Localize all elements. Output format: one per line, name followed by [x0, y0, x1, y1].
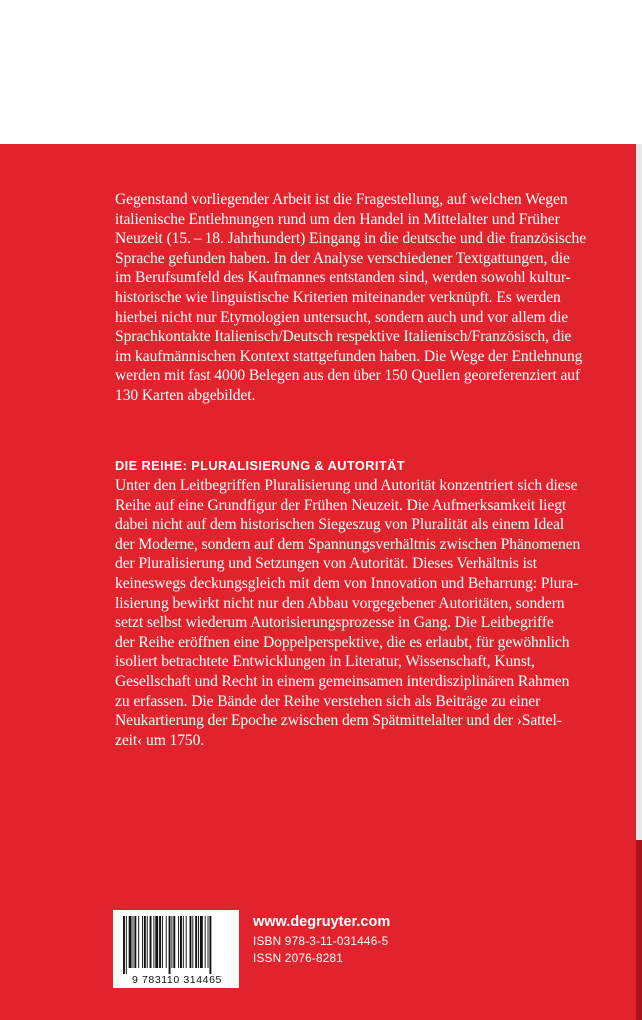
series-line: dabei nicht auf dem historischen Siegeszug von Pluralität als einem Ideal	[115, 516, 565, 534]
series-line: der Pluralisierung und Setzungen von Autorität. Dieses Verhältnis ist	[115, 555, 538, 573]
series-line: Neukartierung der Epoche zwischen dem Spätmittelalter und der ›Sattel-	[115, 712, 562, 730]
description-line: italienische Entlehnungen rund um den Handel in Mittelalter und Früher	[115, 210, 560, 228]
barcode-bar	[162, 916, 163, 968]
barcode-bar	[133, 916, 134, 968]
book-description	[115, 190, 605, 406]
series-line: zeit‹ um 1750.	[115, 731, 205, 749]
barcode-bar	[208, 916, 209, 968]
series-description	[115, 476, 605, 750]
barcode-bar	[134, 916, 136, 968]
publisher-info	[253, 914, 390, 967]
barcode-bar	[173, 916, 175, 968]
barcode-bar	[159, 916, 161, 968]
barcode-bar	[183, 916, 184, 968]
description-line: Gegenstand vorliegender Arbeit ist die Fragestellung, auf welchen Wegen	[115, 191, 568, 208]
series-line: der Moderne, sondern auf dem Spannungsverhältnis zwischen Phänomenen	[115, 535, 581, 553]
barcode-bar	[198, 916, 199, 968]
series-line: zu erfassen. Die Bände der Reihe verstehen sich als Beiträge zu einer	[115, 692, 541, 710]
description-line: hierbei nicht nur Etymologien untersucht, sondern auch und vor allem die	[115, 308, 569, 326]
description-line: historische wie linguistische Kriterien miteinander verknüpft. Es werden	[115, 288, 561, 306]
barcode-number: 9 783110 314465	[132, 974, 222, 986]
barcode-bar	[205, 916, 206, 968]
barcode-bar	[129, 916, 132, 968]
barcode-bar	[195, 916, 197, 968]
barcode-bar	[178, 916, 179, 968]
series-line: lisierung bewirkt nicht nur den Abbau vorgegebener Autoritäten, sondern	[115, 594, 565, 612]
description-line: Sprachkontakte Italienisch/Deutsch respektive Italienisch/Französisch, die	[115, 328, 572, 346]
series-line: setzt selbst wiederum Autorisierungsprozesse in Gang. Die Leitbegriffe	[115, 614, 554, 632]
barcode-bar	[144, 916, 146, 968]
barcode-bar	[126, 916, 127, 974]
description-line: im Berufsumfeld des Kaufmannes entstanden sind, werden sowohl kultur-	[115, 269, 571, 287]
barcode-bar	[171, 916, 172, 968]
barcode-bar	[150, 916, 152, 968]
cover-edge-shadow	[636, 840, 642, 1020]
barcode-bar	[209, 916, 211, 974]
barcode-bar	[155, 916, 158, 968]
series-line: Gesellschaft und Recht in einem gemeinsamen interdisziplinären Rahmen	[115, 672, 570, 690]
barcode	[113, 910, 239, 988]
publisher-url[interactable]: www.degruyter.com	[253, 914, 391, 930]
series-line: isoliert betrachtete Entwicklungen in Literatur, Wissenschaft, Kunst,	[115, 653, 535, 671]
barcode-bar	[186, 916, 187, 968]
barcode-bar	[123, 916, 125, 974]
series-heading: DIE REIHE: PLURALISIERUNG & AUTORITÄT	[115, 458, 405, 473]
barcode-bar	[200, 916, 203, 968]
barcode-bar	[166, 916, 167, 968]
issn-number: ISSN 2076-8281	[253, 951, 344, 965]
barcode-bar	[180, 916, 182, 968]
series-line: Unter den Leitbegriffen Pluralisierung und Autorität konzentriert sich diese	[115, 477, 578, 494]
description-line: Sprache gefunden haben. In der Analyse verschiedener Textgattungen, die	[115, 249, 570, 267]
barcode-bar	[192, 916, 193, 968]
description-line: im kaufmännischen Kontext stattgefunden haben. Die Wege der Entlehnung	[115, 347, 583, 365]
barcode-bar	[169, 916, 171, 974]
description-line: 130 Karten abgebildet.	[115, 386, 256, 404]
barcode-bars	[113, 910, 239, 974]
isbn-number: ISBN 978-3-11-031446-5	[253, 934, 389, 948]
barcode-bar	[147, 916, 148, 968]
series-line: der Reihe eröffnen eine Doppelperspektive, die es erlaubt, für gewöhnlich	[115, 633, 570, 651]
barcode-bar	[190, 916, 192, 968]
series-line: keineswegs deckungsgleich mit dem von Innovation und Beharrung: Plura-	[115, 574, 579, 592]
barcode-bar	[138, 916, 139, 968]
description-line: Neuzeit (15. – 18. Jahrhundert) Eingang in die deutsche und die französische	[115, 230, 587, 248]
description-line: werden mit fast 4000 Belegen aus den über 150 Quellen georeferenziert auf	[115, 367, 581, 385]
barcode-bar	[142, 916, 143, 968]
barcode-bar	[153, 916, 154, 968]
series-line: Reihe auf eine Grundfigur der Frühen Neuzeit. Die Aufmerksamkeit liegt	[115, 496, 567, 514]
